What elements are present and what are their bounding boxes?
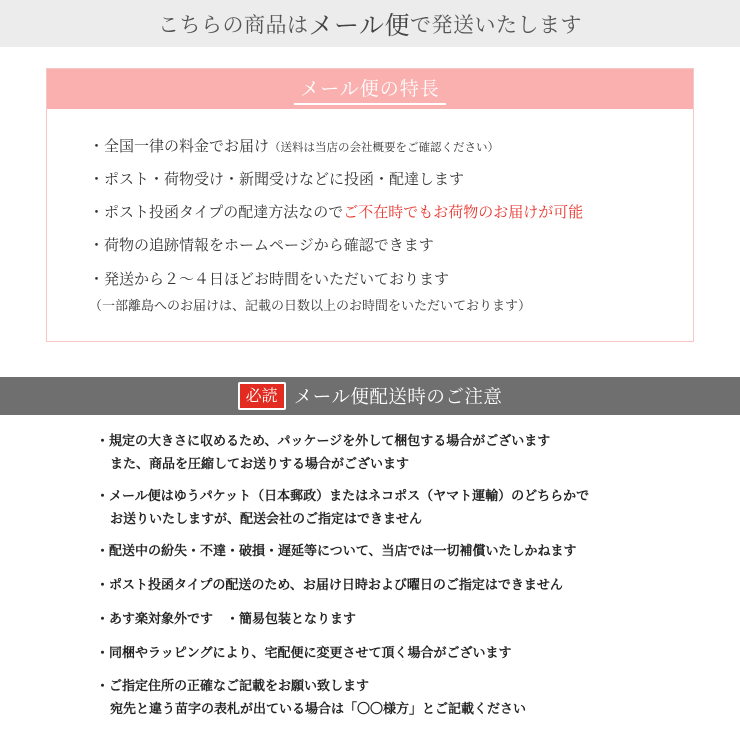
notice-line: ・ご指定住所の正確なご記載をお願い致します — [96, 679, 370, 694]
feature-highlight: ご不在時でもお荷物のお届けが可能 — [343, 203, 584, 221]
banner-emphasis: メール便 — [308, 10, 410, 40]
notice-line: ・規定の大きさに収めるため、パッケージを外して梱包する場合がございます — [96, 434, 551, 449]
notice-item — [96, 485, 589, 531]
notice-line: ・メール便はゆうパケット（日本郵政）またはネコポス（ヤマト運輸）のどちらかで — [96, 489, 590, 504]
features-box — [46, 68, 694, 342]
banner-suffix: で発送いたします — [410, 12, 582, 37]
notice-item — [96, 608, 356, 631]
notice-line: ・同梱やラッピングにより、宅配便に変更させて頂く場合がございます — [96, 646, 512, 661]
top-banner — [0, 0, 740, 47]
notice-item — [96, 642, 511, 665]
feature-text: ・ポスト投函タイプの配達方法なので — [89, 203, 344, 221]
notice-line: ・配送中の紛失・不達・破損・遅延等について、当店では一切補償いたしかねます — [96, 544, 577, 559]
must-read-badge: 必読 — [238, 382, 286, 410]
features-heading: メール便の特長 — [294, 74, 446, 105]
features-header — [47, 69, 693, 109]
feature-item — [89, 268, 449, 289]
notice-item — [96, 540, 576, 563]
feature-item — [89, 234, 434, 255]
feature-text: ・発送から２～４日ほどお時間をいただいております — [89, 270, 450, 288]
notice-line: ・ポスト投函タイプの配送のため、お届け日時および曜日のご指定はできません — [96, 578, 563, 593]
notice-item — [96, 675, 526, 721]
notice-line: お送りいたしますが、配送会社のご指定はできません — [110, 512, 423, 527]
notice-line: ・あす楽対象外です ・簡易包装となります — [96, 612, 357, 627]
feature-item — [89, 201, 583, 222]
notice-line: また、商品を圧縮してお送りする場合がございます — [110, 457, 410, 472]
notice-item — [96, 574, 563, 597]
banner-prefix: こちらの商品は — [157, 12, 309, 37]
notice-title: メール便配送時のご注意 — [293, 387, 503, 408]
notice-item — [96, 430, 550, 476]
feature-text: ・ポスト・荷物受け・新聞受けなどに投函・配達します — [89, 170, 465, 188]
feature-subnote: （一部離島へのお届けは、記載の日数以上のお時間をいただいております） — [89, 299, 532, 314]
notice-bar — [0, 377, 740, 415]
notice-line: 宛先と違う苗字の表札が出ている場合は「〇〇様方」とご記載ください — [110, 702, 527, 717]
feature-note: （送料は当店の会社概要をご確認ください） — [269, 140, 500, 154]
feature-item — [89, 168, 464, 189]
feature-item — [89, 135, 499, 156]
feature-text: ・全国一律の料金でお届け — [89, 137, 270, 155]
feature-text: ・荷物の追跡情報をホームページから確認できます — [89, 236, 434, 254]
